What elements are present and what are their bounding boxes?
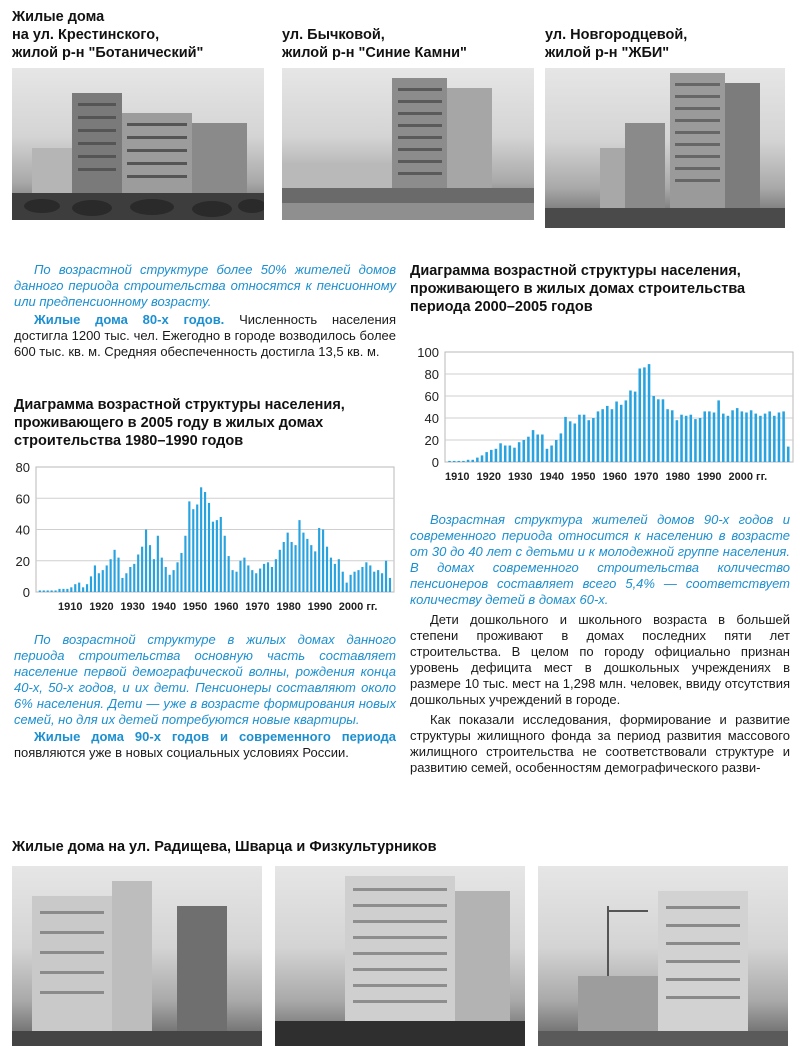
x-tick-label: 2000 гг. [728, 471, 768, 483]
bar [239, 561, 241, 592]
bar [361, 567, 363, 592]
x-tick-label: 1930 [120, 601, 145, 613]
bar [200, 487, 202, 592]
bar [192, 509, 194, 592]
x-tick-label: 1970 [245, 601, 270, 613]
bar [275, 559, 277, 592]
bar [578, 415, 581, 462]
bar [326, 547, 328, 592]
bar [713, 413, 716, 463]
bar [662, 399, 665, 462]
bar [499, 443, 502, 462]
y-tick-label: 100 [417, 345, 439, 360]
housing-80s-lead: Жилые дома 80-х годов. [34, 312, 225, 327]
bar [680, 415, 683, 462]
bar [467, 460, 470, 462]
y-tick-label: 60 [424, 389, 439, 404]
bar [357, 570, 359, 592]
bar [657, 399, 660, 462]
bar [247, 565, 249, 592]
bar [169, 575, 171, 592]
bar [184, 536, 186, 592]
x-tick-label: 1930 [508, 471, 533, 483]
photo-caption-bychkovoy: ул. Бычковой, жилой р-н "Синие Камни" [282, 27, 467, 61]
bar [298, 520, 300, 592]
bar [778, 413, 781, 463]
bar [462, 461, 465, 462]
bar [125, 573, 127, 592]
photo-krestinskogo [12, 68, 264, 220]
bar [708, 411, 711, 462]
bar [70, 587, 72, 592]
bar [365, 562, 367, 592]
bar [173, 570, 175, 592]
bar [546, 449, 549, 462]
bar [648, 364, 651, 462]
bar [389, 578, 391, 592]
bar [541, 435, 544, 463]
bar [133, 564, 135, 592]
bar [294, 545, 296, 592]
bar [652, 396, 655, 462]
bar [750, 410, 753, 462]
x-tick-label: 1970 [634, 471, 659, 483]
bar [606, 406, 609, 462]
bar [671, 410, 674, 462]
bar [773, 416, 776, 462]
photo-radishcheva [12, 866, 262, 1046]
bar [638, 369, 641, 463]
chart-1980-1990-title: Диаграмма возрастной структуры населения, проживающего в 2005 году в жилых домах строительства 1980–1990 годов [14, 397, 345, 449]
bar [330, 558, 332, 592]
bar [78, 583, 80, 592]
bar [54, 590, 56, 592]
bar [271, 567, 273, 592]
bar [129, 567, 131, 592]
y-tick-label: 80 [424, 367, 439, 382]
bar [141, 547, 143, 592]
x-tick-label: 1980 [276, 601, 301, 613]
bar [504, 446, 507, 463]
bar [291, 542, 293, 592]
bar [560, 433, 563, 462]
x-tick-label: 1920 [476, 471, 501, 483]
bar [615, 402, 618, 463]
bar [157, 536, 159, 592]
bar [527, 437, 530, 462]
bar [43, 590, 45, 592]
bar [66, 589, 68, 592]
bar [471, 460, 474, 462]
bar [161, 558, 163, 592]
bottom-photos-heading: Жилые дома на ул. Радищева, Шварца и Физкультурников [12, 839, 437, 855]
bar [235, 572, 237, 592]
bar [47, 590, 49, 592]
bar [149, 545, 151, 592]
bar [522, 440, 525, 462]
bar [476, 458, 479, 462]
bar [448, 461, 451, 462]
bar [727, 416, 730, 462]
bar [306, 539, 308, 592]
bar [601, 409, 604, 462]
bar [196, 505, 198, 593]
bar [741, 411, 744, 462]
x-tick-label: 1960 [602, 471, 627, 483]
bar [188, 501, 190, 592]
bar [694, 419, 697, 462]
bar [685, 416, 688, 462]
bar [263, 564, 265, 592]
bar [106, 565, 108, 592]
bar [342, 572, 344, 592]
bar [180, 553, 182, 592]
bar [481, 455, 484, 462]
bar [490, 450, 493, 462]
bar [62, 589, 64, 592]
bar [117, 558, 119, 592]
y-tick-label: 40 [15, 522, 30, 538]
bar [787, 447, 790, 462]
bar [86, 584, 88, 592]
y-tick-label: 0 [22, 585, 30, 600]
bar [74, 584, 76, 592]
x-tick-label: 1960 [214, 601, 239, 613]
housing-80s-paragraph [14, 312, 396, 360]
bar [82, 587, 84, 592]
chart-1980-1990 [0, 455, 405, 615]
bar [255, 573, 257, 592]
bar [597, 411, 600, 462]
chart-2000-2005 [405, 340, 800, 495]
bar [513, 448, 516, 462]
bar [220, 517, 222, 592]
bar [611, 409, 614, 462]
bar [509, 446, 512, 463]
bar [643, 367, 646, 462]
bar [373, 572, 375, 592]
bar [208, 503, 210, 592]
bar [204, 492, 206, 592]
photo-bychkovoy [282, 68, 534, 220]
x-tick-label: 1940 [151, 601, 177, 613]
bar [574, 424, 577, 463]
photo-caption-krestinskogo: Жилые дома на ул. Крестинского, жилой р-н "Ботанический" [12, 9, 204, 61]
bar [569, 421, 572, 462]
bar [353, 572, 355, 592]
bar [550, 446, 553, 463]
bar [243, 558, 245, 592]
y-tick-label: 60 [15, 491, 30, 507]
bar [51, 590, 53, 592]
bar [385, 561, 387, 592]
bar [620, 405, 623, 462]
bar [592, 418, 595, 462]
bar [334, 564, 336, 592]
bar [717, 400, 720, 462]
bar [759, 416, 762, 462]
bar [114, 550, 116, 592]
y-tick-label: 0 [431, 455, 439, 470]
x-tick-label: 1920 [89, 601, 114, 613]
research-paragraph: Как показали исследования, формирование и развитие структуры жилищного фонда за период развития массового жилищного строительства не соответствовали структуре и развитию семей, особенностям демографического разви- [410, 712, 790, 775]
bar [518, 442, 521, 462]
bar [736, 408, 739, 462]
bar [699, 418, 702, 462]
bar [318, 528, 320, 592]
bar [98, 573, 100, 592]
bar [322, 530, 324, 593]
bar [259, 569, 261, 592]
bar [338, 559, 340, 592]
housing-80s-text: Численность населения достигла 1200 тыс. чел. Ежегодно в городе возводилось более 600 тыс. кв. м. Средняя обеспеченность достигла 13,5 кв. м. [14, 312, 396, 359]
photo-fizkulturnikov [538, 866, 788, 1046]
bar [782, 411, 785, 462]
y-tick-label: 20 [424, 433, 439, 448]
bar [634, 392, 637, 462]
bar [564, 417, 567, 462]
housing-90s-lead: Жилые дома 90-х годов и современного периода [34, 729, 396, 744]
bar [381, 573, 383, 592]
y-tick-label: 20 [15, 553, 30, 569]
bar [722, 414, 725, 462]
x-tick-label: 1940 [539, 471, 564, 483]
bar [587, 420, 590, 462]
housing-90s-paragraph [14, 729, 396, 761]
age-structure-note-2: По возрастной структуре в жилых домах данного периода строительства основную часть составляет население первой демографической волны, рождения конца 40-х, 50-х годов, и их дети. Пенсионеры составляют около 6% населения. Дети — уже в возрасте формирования новых семей, но для их детей потребуются новые квартиры. [14, 632, 396, 727]
bar [745, 413, 748, 463]
y-tick-label: 80 [15, 460, 30, 475]
bar [165, 567, 167, 592]
bar [495, 449, 498, 462]
bar [279, 550, 281, 592]
bar [121, 578, 123, 592]
bar [629, 391, 632, 463]
bar [625, 400, 628, 462]
x-tick-label: 1990 [307, 601, 333, 613]
bar [555, 440, 558, 462]
bar [583, 415, 586, 462]
bar [58, 589, 60, 592]
housing-90s-text: появляются уже в новых социальных условиях России. [14, 745, 349, 760]
bar [228, 556, 230, 592]
bar [216, 520, 218, 592]
bar [102, 570, 104, 592]
preschool-paragraph: Дети дошкольного и школьного возраста в большей степени проживают в домах последних пяти лет строительства. В целом по городу официально признан уровень дефицита мест в дошкольных учреждениях в размере 10 тыс. мест на 1,298 млн. человек, ввиду отсутствия дошкольных учреждений в городе. [410, 612, 790, 707]
modern-age-structure-note: Возрастная структура жителей домов 90-х годов и современного периода относится к населению в возрасте от 30 до 40 лет с детьми и к молодежной группе населения. В домах современного строительства количество пенсионеров составляет всего 5,4% — соответствует количеству детей в домах 60-х. [410, 512, 790, 607]
bar [485, 452, 488, 462]
bar [283, 542, 285, 592]
bar [690, 415, 693, 462]
bar [346, 583, 348, 592]
bar [212, 522, 214, 592]
bar [232, 570, 234, 592]
bar [137, 555, 139, 593]
bar [310, 545, 312, 592]
bar [377, 570, 379, 592]
x-tick-label: 1910 [58, 601, 83, 613]
bar [666, 409, 669, 462]
bar [224, 536, 226, 592]
bar [94, 565, 96, 592]
bar [768, 411, 771, 462]
x-tick-label: 1980 [665, 471, 690, 483]
photo-shvartsa [275, 866, 525, 1046]
bar [90, 576, 92, 592]
bar [302, 533, 304, 592]
bar [267, 562, 269, 592]
y-tick-label: 40 [424, 411, 439, 426]
x-tick-label: 1950 [571, 471, 596, 483]
bar [350, 575, 352, 592]
bar [536, 435, 539, 463]
bar [754, 414, 757, 462]
bar [145, 530, 147, 593]
bar [764, 414, 767, 462]
chart-2000-2005-title: Диаграмма возрастной структуры населения, проживающего в жилых домах строительства периода 2000–2005 годов [410, 263, 746, 315]
x-tick-label: 2000 гг. [338, 601, 378, 613]
x-tick-label: 1950 [182, 601, 208, 613]
bar [39, 590, 41, 592]
photo-caption-novgorodtsevoy: ул. Новгородцевой, жилой р-н "ЖБИ" [545, 27, 688, 61]
bar [287, 533, 289, 592]
bar [369, 565, 371, 592]
bar [251, 570, 253, 592]
bar [532, 430, 535, 462]
bar [703, 411, 706, 462]
age-structure-note-1: По возрастной структуре более 50% жителей домов данного периода строительства относятся к пенсионному или предпенсионному возрасту. [14, 262, 396, 309]
x-tick-label: 1910 [445, 471, 470, 483]
bar [731, 410, 734, 462]
bar [153, 559, 155, 592]
bar [453, 461, 456, 462]
photo-novgorodtsevoy [545, 68, 785, 228]
bar [314, 551, 316, 592]
bar [676, 420, 679, 462]
bar [176, 562, 178, 592]
bar [110, 559, 112, 592]
bar [458, 461, 461, 462]
x-tick-label: 1990 [697, 471, 722, 483]
